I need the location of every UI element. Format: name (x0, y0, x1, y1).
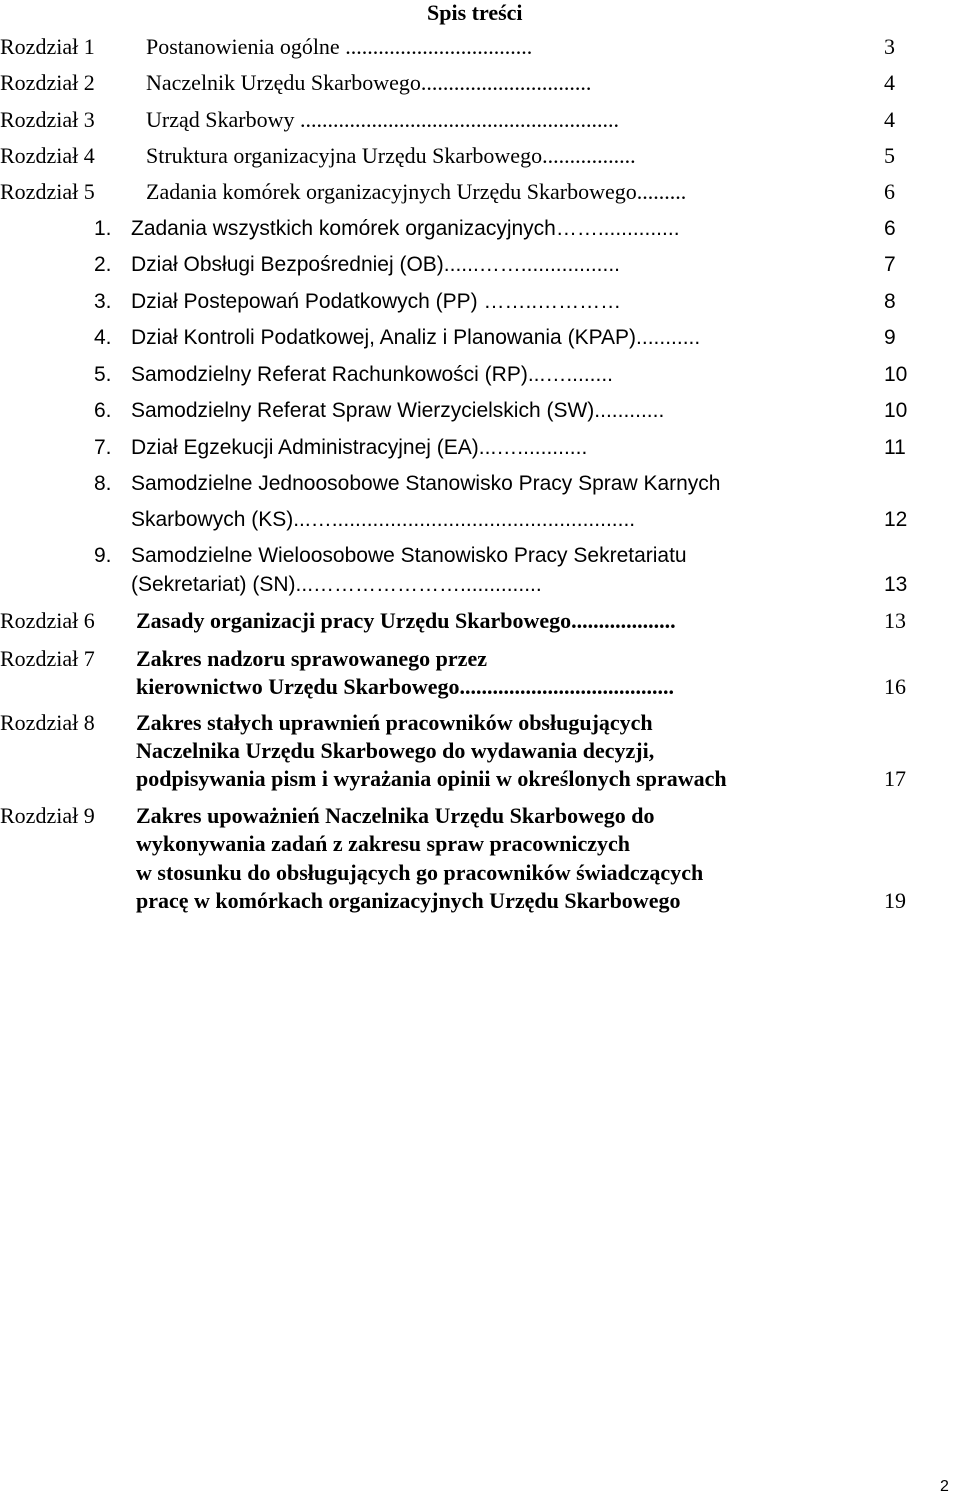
section-title: Samodzielne Wieloosobowe Stanowisko Pracy Sekretariatu (131, 544, 687, 567)
page-title: Spis treści (427, 0, 523, 25)
section-title: Samodzielny Referat Spraw Wierzycielskich (SW)............ (131, 399, 665, 422)
section-page: 11 (884, 436, 906, 459)
chapter-page: 17 (884, 766, 906, 791)
chapter-label: Rozdział 9 (0, 803, 95, 828)
section-title: Dział Postepowań Podatkowych (PP) ……..………… (131, 290, 622, 313)
chapter-title: Struktura organizacyjna Urzędu Skarbowego................. (146, 143, 636, 168)
chapter-title-cont: Naczelnika Urzędu Skarbowego do wydawania decyzji, (136, 738, 655, 763)
section-title: Samodzielne Jednoosobowe Stanowisko Pracy Spraw Karnych (131, 472, 721, 495)
chapter-page: 19 (884, 888, 906, 913)
section-page: 9 (884, 326, 896, 349)
section-title: Dział Kontroli Podatkowej, Analiz i Planowania (KPAP)........... (131, 326, 701, 349)
section-page: 12 (884, 508, 908, 531)
chapter-title: Zadania komórek organizacyjnych Urzędu Skarbowego......... (146, 179, 687, 204)
section-number: 8. (94, 472, 112, 495)
section-page: 13 (884, 573, 908, 596)
chapter-label: Rozdział 2 (0, 70, 95, 95)
section-number: 1. (94, 217, 112, 240)
section-title: Dział Egzekucji Administracyjnej (EA)...…............ (131, 436, 588, 459)
chapter-title-cont: pracę w komórkach organizacyjnych Urzędu Skarbowego (136, 888, 681, 913)
section-title: Dział Obsługi Bezpośredniej (OB)......……................. (131, 253, 620, 276)
section-number: 7. (94, 436, 112, 459)
section-number: 5. (94, 363, 112, 386)
section-page: 6 (884, 217, 896, 240)
chapter-title: Zakres nadzoru sprawowanego przez (136, 646, 487, 671)
section-page: 10 (884, 399, 908, 422)
chapter-title: Zakres upoważnień Naczelnika Urzędu Skarbowego do (136, 803, 655, 828)
section-page: 8 (884, 290, 896, 313)
chapter-page: 13 (884, 608, 906, 633)
section-title: Samodzielny Referat Rachunkowości (RP)...…........ (131, 363, 614, 386)
section-title: Zadania wszystkich komórek organizacyjnych…….............. (131, 217, 680, 240)
section-number: 4. (94, 326, 112, 349)
chapter-label: Rozdział 7 (0, 646, 95, 671)
section-number: 9. (94, 544, 112, 567)
chapter-title: Urząd Skarbowy .......................................................... (146, 107, 619, 132)
chapter-page: 3 (884, 34, 895, 59)
section-title-cont: (Sekretariat) (SN)...………………….............. (131, 573, 542, 596)
chapter-label: Rozdział 1 (0, 34, 95, 59)
chapter-title: Zakres stałych uprawnień pracowników obsługujących (136, 710, 653, 735)
section-number: 6. (94, 399, 112, 422)
chapter-page: 5 (884, 143, 895, 168)
chapter-title-cont: kierownictwo Urzędu Skarbowego....................................... (136, 674, 674, 699)
chapter-label: Rozdział 5 (0, 179, 95, 204)
chapter-label: Rozdział 8 (0, 710, 95, 735)
chapter-title-cont: podpisywania pism i wyrażania opinii w określonych sprawach (136, 766, 727, 791)
page-number: 2 (940, 1478, 949, 1495)
chapter-page: 4 (884, 70, 895, 95)
chapter-title: Zasady organizacji pracy Urzędu Skarbowego................... (136, 608, 676, 633)
section-page: 10 (884, 363, 908, 386)
chapter-page: 6 (884, 179, 895, 204)
section-title-cont: Skarbowych (KS)...….................................................... (131, 508, 636, 531)
section-page: 7 (884, 253, 896, 276)
chapter-title-cont: wykonywania zadań z zakresu spraw pracowniczych (136, 831, 631, 856)
chapter-title-cont: w stosunku do obsługujących go pracowników świadczących (136, 860, 704, 885)
chapter-label: Rozdział 6 (0, 608, 95, 633)
chapter-page: 16 (884, 674, 906, 699)
chapter-label: Rozdział 3 (0, 107, 95, 132)
chapter-title: Postanowienia ogólne .................................. (146, 34, 533, 59)
chapter-title: Naczelnik Urzędu Skarbowego............................... (146, 70, 592, 95)
chapter-label: Rozdział 4 (0, 143, 95, 168)
section-number: 3. (94, 290, 112, 313)
chapter-page: 4 (884, 107, 895, 132)
section-number: 2. (94, 253, 112, 276)
